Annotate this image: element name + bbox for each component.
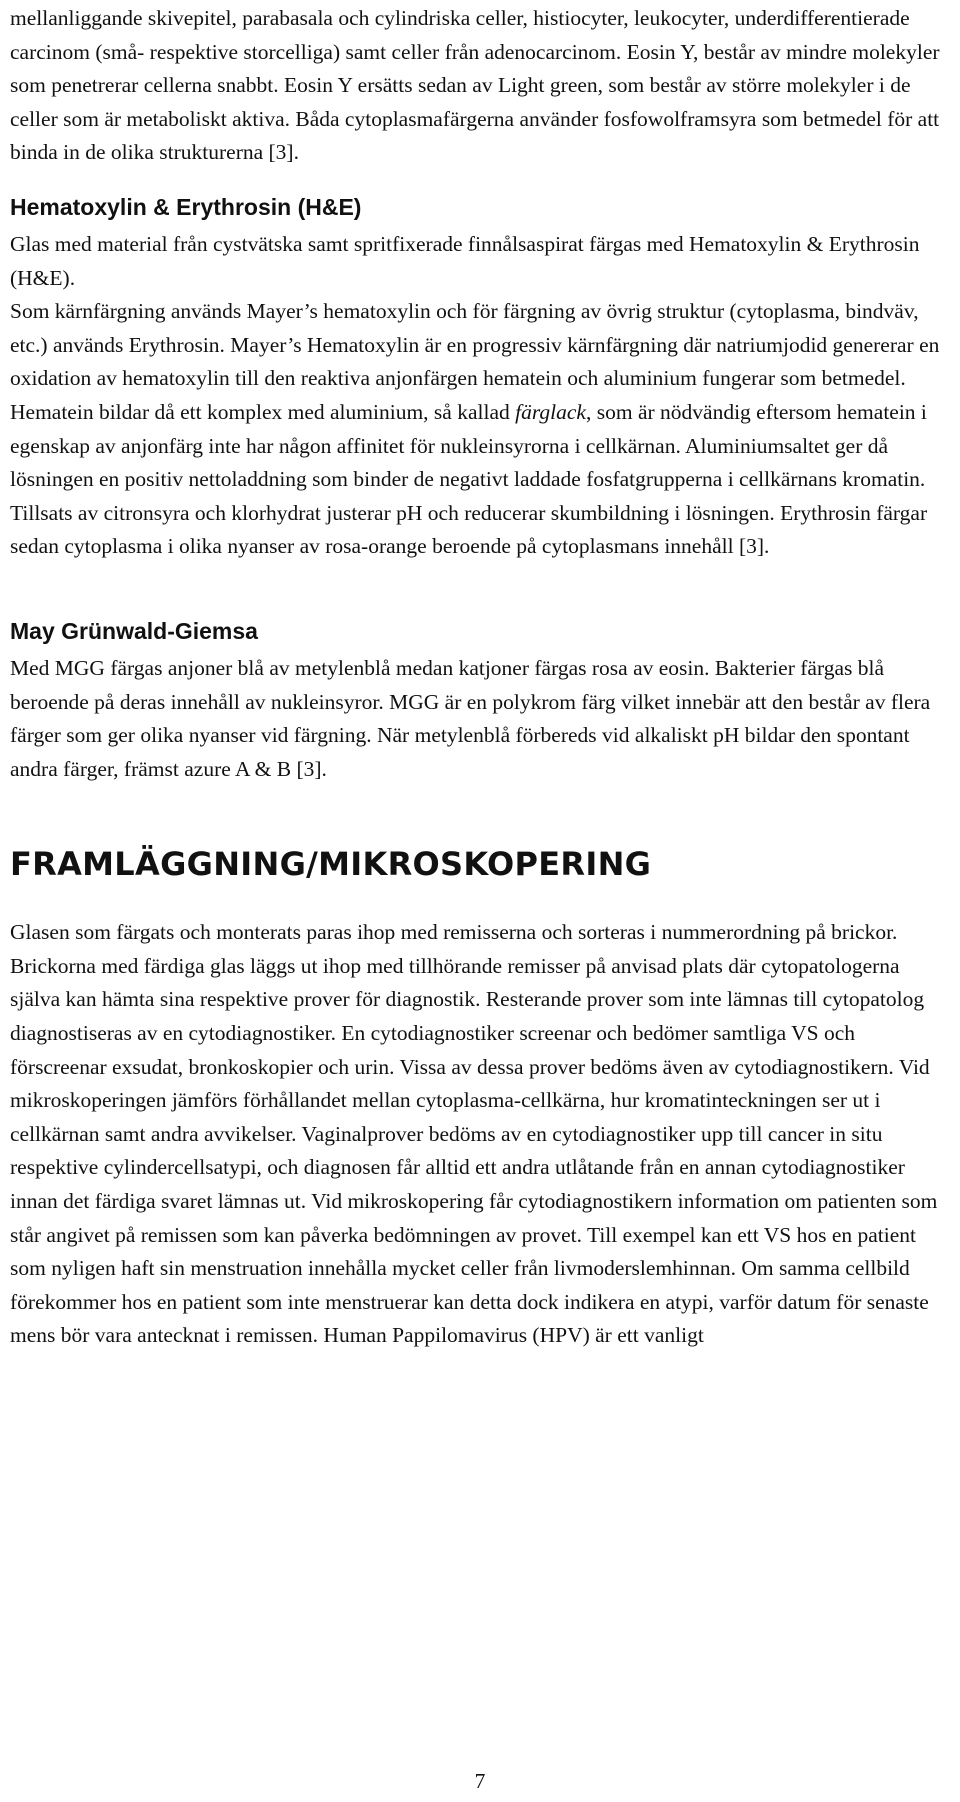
framlaggning-paragraph: Glasen som färgats och monterats paras ihop med remisserna och sorteras i nummerordning på brickor. Brickorna med färdiga glas läggs ut ihop med tillhörande remisser på anvisad plats där cytopatologerna själva kan hämta sina respektive prover för diagnostik. Resterande prover som inte lämnas till cytopatolog diagnostiseras av en cytodiagnostiker. En cytodiagnostiker screenar och bedömer samtliga VS och förscreenar exsudat, bronkoskopier och urin. Vissa av dessa prover bedöms även av cytodiagnostikern. Vid mikroskoperingen jämförs förhållandet mellan cytoplasma-cellkärna, hur kromatinteckningen ser ut i cellkärnan samt andra avvikelser. Vaginalprover bedöms av en cytodiagnostiker upp till cancer in situ respektive cylindercellsatypi, och diagnosen får alltid ett andra utlåtande från en annan cytodiagnostiker innan det färdiga svaret lämnas ut. Vid mikroskopering får cytodiagnostikern information om patienten som står angivet på remissen som kan påverka bedömningen av provet. Till exempel kan ett VS hos en patient som nyligen haft sin menstruation innehålla mycket celler från livmoderslemhinnan. Om samma cellbild förekommer hos en patient som inte menstruerar kan detta dock indikera en atypi, varför datum för senaste mens bör vara antecknat i remissen. Human Pappilomavirus (HPV) är ett vanligt <box>10 920 938 1348</box>
he-paragraph-2-text-b: , som är nödvändig eftersom hematein i egenskap av anjonfärg inte har någon affinitet för nukleinsyrorna i cellkärnan. Aluminiumsaltet ger då lösningen en positiv nettoladdning som binder de negativt laddade fosfatgrupperna i cellkärnans kromatin. Tillsats av citronsyra och klorhydrat justerar pH och reducerar skumbildning i lösningen. Erythrosin färgar sedan cytoplasma i olika nyanser av rosa-orange beroende på cytoplasmans innehåll [3]. <box>10 399 928 559</box>
mgg-paragraph: Med MGG färgas anjoner blå av metylenblå medan katjoner färgas rosa av eosin. Bakterier färgas blå beroende på deras innehåll av nukleinsyror. MGG är en polykrom färg vilket innebär att den består av flera färger som ger olika nyanser vid färgning. När metylenblå förbereds vid alkaliskt pH bildar den spontant andra färger, främst azure A & B [3]. <box>10 655 931 781</box>
document-page <box>10 2 950 1353</box>
he-heading: Hematoxylin & Erythrosin (H&E) <box>10 193 362 220</box>
framlaggning-heading: FRAMLÄGGNING/MIKROSKOPERING <box>10 845 652 884</box>
he-paragraph-2-italic: färglack <box>515 399 586 424</box>
he-paragraph-2-text-a: Som kärnfärgning används Mayer’s hematoxylin och för färgning av övrig struktur (cytoplasma, bindväv, etc.) används Erythrosin. Mayer’s Hematoxylin är en progressiv kärnfärgning där natriumjodid genererar en oxidation av hematoxylin till den reaktiva anjonfärgen hematein och aluminium fungerar som betmedel. Hematein bildar då ett komplex med aluminium, så kallad <box>10 299 940 424</box>
mgg-heading: May Grünwald-Giemsa <box>10 617 258 644</box>
intro-paragraph: mellanliggande skivepitel, parabasala och cylindriska celler, histiocyter, leukocyter, underdifferentierade carcinom (små- respektive storcelliga) samt celler från adenocarcinom. Eosin Y, består av mindre molekyler som penetrerar cellerna snabbt. Eosin Y ersätts sedan av Light green, som består av större molekyler i de celler som är metaboliskt aktiva. Båda cytoplasmafärgerna använder fosfowolframsyra som betmedel för att binda in de olika strukturerna [3]. <box>10 6 940 165</box>
he-paragraph-1: Glas med material från cystvätska samt spritfixerade finnålsaspirat färgas med Hematoxylin & Erythrosin (H&E). <box>10 231 920 290</box>
page-number: 7 <box>474 1769 486 1793</box>
he-paragraph-2 <box>10 295 950 564</box>
